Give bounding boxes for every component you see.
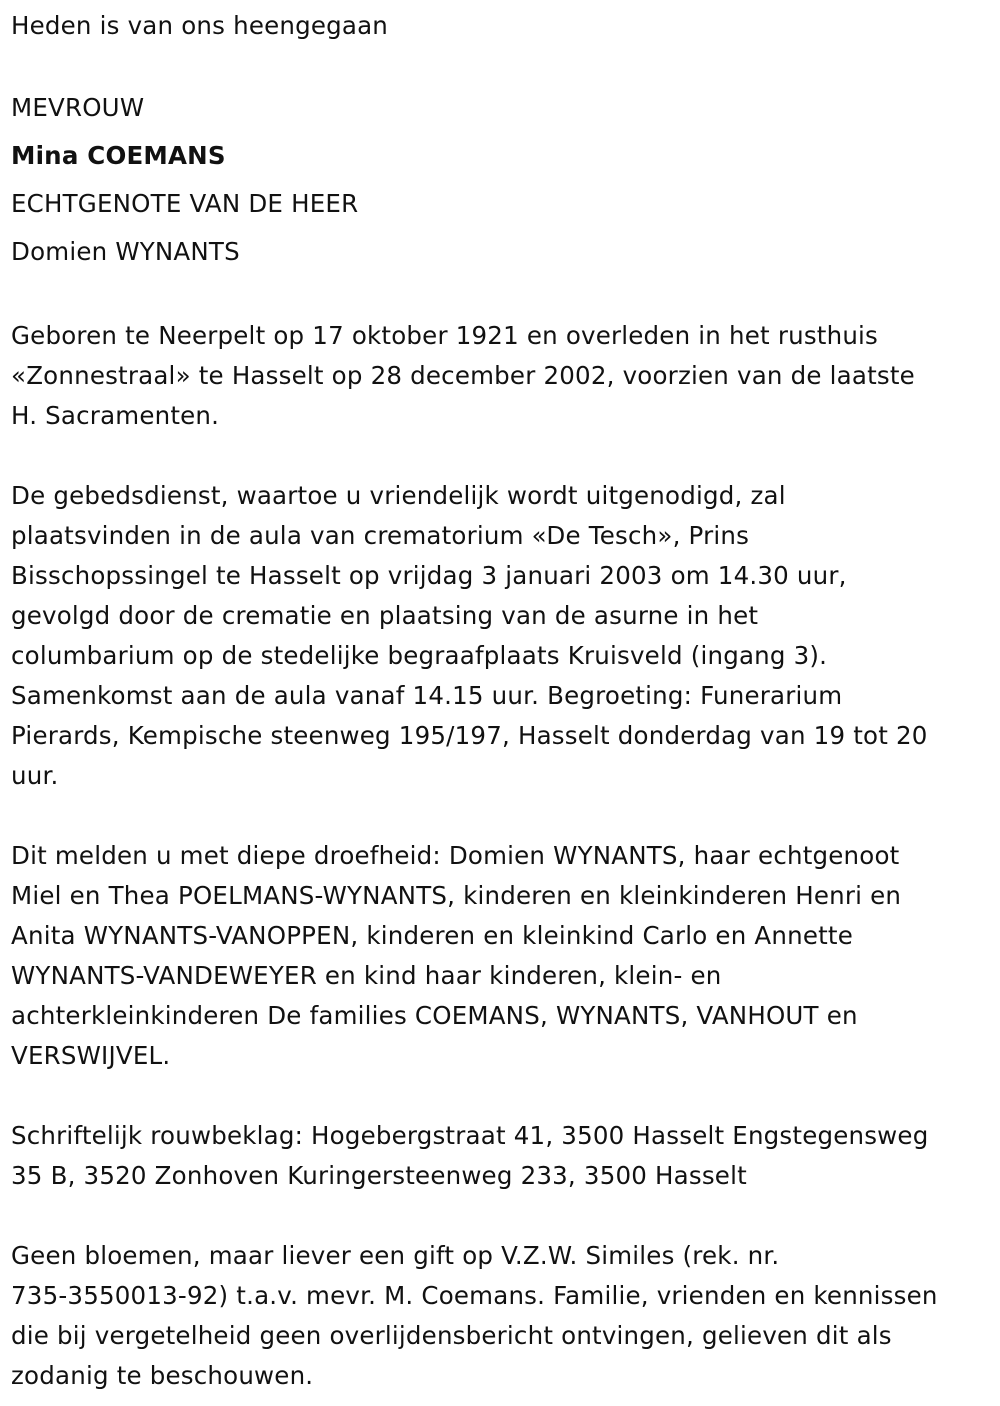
birth-death-line: Geboren te Neerpelt op 17 oktober 1921 en overleden in het rusthuis: [11, 321, 879, 350]
flowers-paragraph: [11, 1236, 991, 1396]
condolences-line: Schriftelijk rouwbeklag: Hogebergstraat 41, 3500 Hasselt Engstegensweg: [11, 1121, 929, 1150]
announcement-line: Miel en Thea POELMANS-WYNANTS, kinderen en kleinkinderen Henri en: [11, 881, 902, 910]
service-line: Pierards, Kempische steenweg 195/197, Hasselt donderdag van 19 tot 20: [11, 721, 928, 750]
flowers-line: Geen bloemen, maar liever een gift op V.Z.W. Similes (rek. nr.: [11, 1241, 780, 1270]
announcement-line: VERSWIJVEL.: [11, 1041, 171, 1070]
announcement-line: WYNANTS-VANDEWEYER en kind haar kinderen, klein- en: [11, 961, 722, 990]
flowers-line: 735-3550013-92) t.a.v. mevr. M. Coemans. Familie, vrienden en kennissen: [11, 1281, 938, 1310]
service-line: gevolgd door de crematie en plaatsing van de asurne in het: [11, 601, 759, 630]
honorific: MEVROUW: [11, 93, 145, 122]
service-line: Bisschopssingel te Hasselt op vrijdag 3 januari 2003 om 14.30 uur,: [11, 561, 847, 590]
service-line: columbarium op de stedelijke begraafplaats Kruisveld (ingang 3).: [11, 641, 828, 670]
service-paragraph: [11, 476, 991, 796]
intro-line: Heden is van ons heengegaan: [11, 11, 389, 40]
announcement-line: Anita WYNANTS-VANOPPEN, kinderen en kleinkind Carlo en Annette: [11, 921, 853, 950]
birth-death-line: H. Sacramenten.: [11, 401, 220, 430]
service-line: uur.: [11, 761, 59, 790]
flowers-line: die bij vergetelheid geen overlijdensbericht ontvingen, gelieven dit als: [11, 1321, 892, 1350]
spouse-name: Domien WYNANTS: [11, 237, 240, 266]
flowers-line: zodanig te beschouwen.: [11, 1361, 314, 1390]
deceased-name: Mina COEMANS: [11, 141, 226, 170]
deceased-header: [11, 84, 991, 276]
condolences-line: 35 B, 3520 Zonhoven Kuringersteenweg 233, 3500 Hasselt: [11, 1161, 747, 1190]
announcement-line: Dit melden u met diepe droefheid: Domien WYNANTS, haar echtgenoot: [11, 841, 900, 870]
service-line: Samenkomst aan de aula vanaf 14.15 uur. Begroeting: Funerarium: [11, 681, 843, 710]
service-line: De gebedsdienst, waartoe u vriendelijk wordt uitgenodigd, zal: [11, 481, 786, 510]
condolences-paragraph: [11, 1116, 991, 1196]
announcement-line: achterkleinkinderen De families COEMANS, WYNANTS, VANHOUT en: [11, 1001, 858, 1030]
birth-death-paragraph: [11, 316, 991, 436]
service-line: plaatsvinden in de aula van crematorium «De Tesch», Prins: [11, 521, 750, 550]
spouse-label: ECHTGENOTE VAN DE HEER: [11, 189, 359, 218]
announcement-paragraph: [11, 836, 991, 1076]
obituary-document: [11, 6, 991, 1396]
birth-death-line: «Zonnestraal» te Hasselt op 28 december 2002, voorzien van de laatste: [11, 361, 915, 390]
